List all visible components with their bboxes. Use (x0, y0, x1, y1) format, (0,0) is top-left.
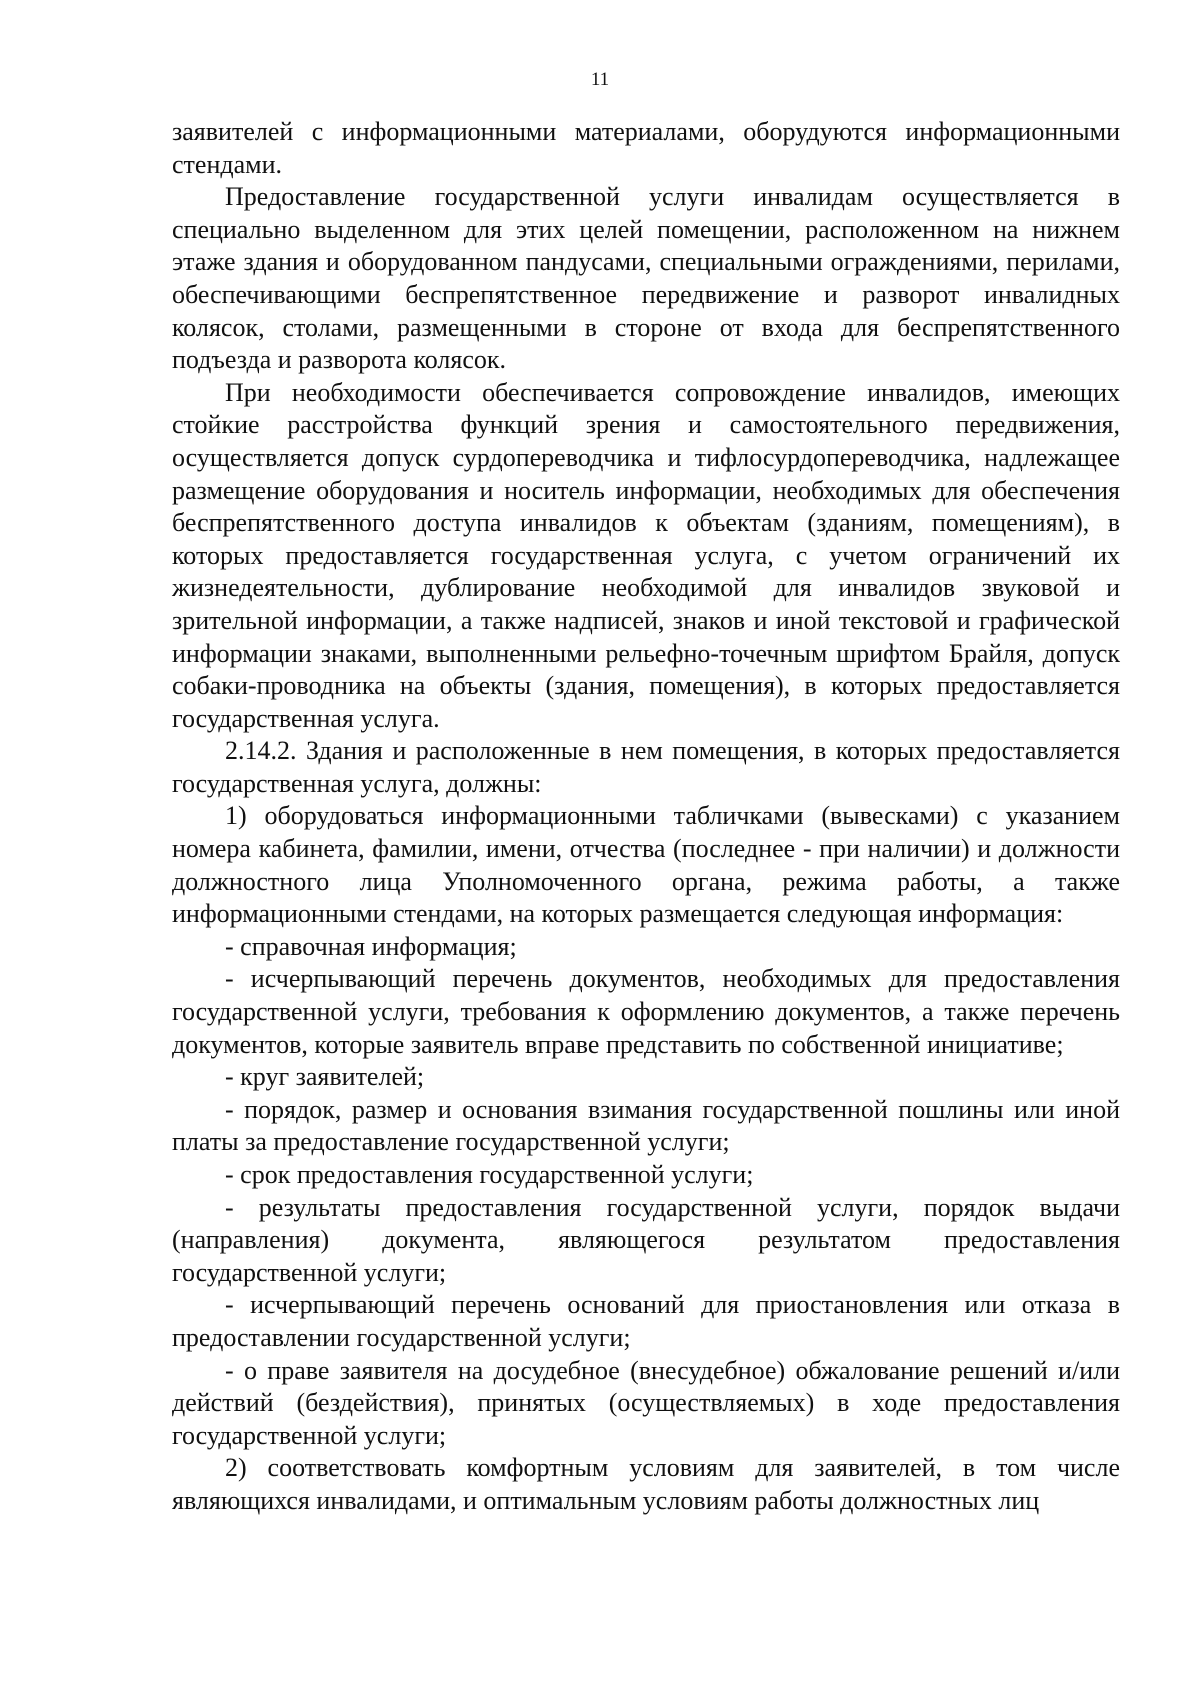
paragraph-continuation: заявителей с информационными материалами, оборудуются информационными стендами. (172, 117, 1120, 179)
document-body (172, 116, 1120, 1518)
list-item-service-results: - результаты предоставления государственной услуги, порядок выдачи (направления) документа, являющегося результатом предоставления государственной услуги; (172, 1192, 1120, 1287)
list-item-state-fee: - порядок, размер и основания взимания государственной пошлины или иной платы за предоставление государственной услуги; (172, 1094, 1120, 1157)
paragraph-section-2-14-2: 2.14.2. Здания и расположенные в нем помещения, в которых предоставляется государственная услуга, должны: (172, 736, 1120, 798)
page-number: 11 (590, 69, 610, 90)
paragraph-disabled-access-premises: Предоставление государственной услуги инвалидам осуществляется в специально выделенном для этих целей помещении, расположенном на нижнем этаже здания и оборудованном пандусами, специальными ограждениями, перилами, обеспечивающими беспрепятственное передвижение и разворот инвалидных колясок, столами, размещенными в стороне от входа для беспрепятственного подъезда и разворота колясок. (172, 182, 1120, 375)
paragraph-disabled-assistance: При необходимости обеспечивается сопровождение инвалидов, имеющих стойкие расстройства функций зрения и самостоятельного передвижения, осуществляется допуск сурдопереводчика и тифлосурдопереводчика, надлежащее размещение оборудования и носитель информации, необходимых для обеспечения беспрепятственного доступа инвалидов к объектам (зданиям, помещениям), в которых предоставляется государственная услуга, с учетом ограничений их жизнедеятельности, дублирование необходимой для инвалидов звуковой и зрительной информации, а также надписей, знаков и иной текстовой и графической информации знаками, выполненными рельефно-точечным шрифтом Брайля, допуск собаки-проводника на объекты (здания, помещения), в которых предоставляется государственная услуга. (172, 377, 1120, 733)
list-item-applicants: - круг заявителей; (225, 1062, 425, 1092)
list-item-reference-info: - справочная информация; (225, 931, 517, 961)
paragraph-item-1-signs: 1) оборудоваться информационными табличками (вывесками) с указанием номера кабинета, фамилии, имени, отчества (последнее - при наличии) и должности должностного лица Уполномоченного органа, режима работы, а также информационными стендами, на которых размещается следующая информация: (172, 801, 1120, 929)
list-item-appeal-right: - о праве заявителя на досудебное (внесудебное) обжалование решений и/или действий (бездействия), принятых (осуществляемых) в ходе предоставления государственной услуги; (172, 1355, 1120, 1450)
paragraph-item-2-comfort: 2) соответствовать комфортным условиям для заявителей, в том числе являющихся инвалидами, и оптимальным условиям работы должностных лиц (172, 1453, 1120, 1515)
list-item-service-term: - срок предоставления государственной услуги; (225, 1160, 754, 1189)
list-item-refusal-grounds: - исчерпывающий перечень оснований для приостановления или отказа в предоставлении государственной услуги; (172, 1290, 1120, 1352)
list-item-documents-list: - исчерпывающий перечень документов, необходимых для предоставления государственной услуги, требования к оформлению документов, а также перечень документов, которые заявитель вправе представить по собственной инициативе; (172, 964, 1120, 1059)
